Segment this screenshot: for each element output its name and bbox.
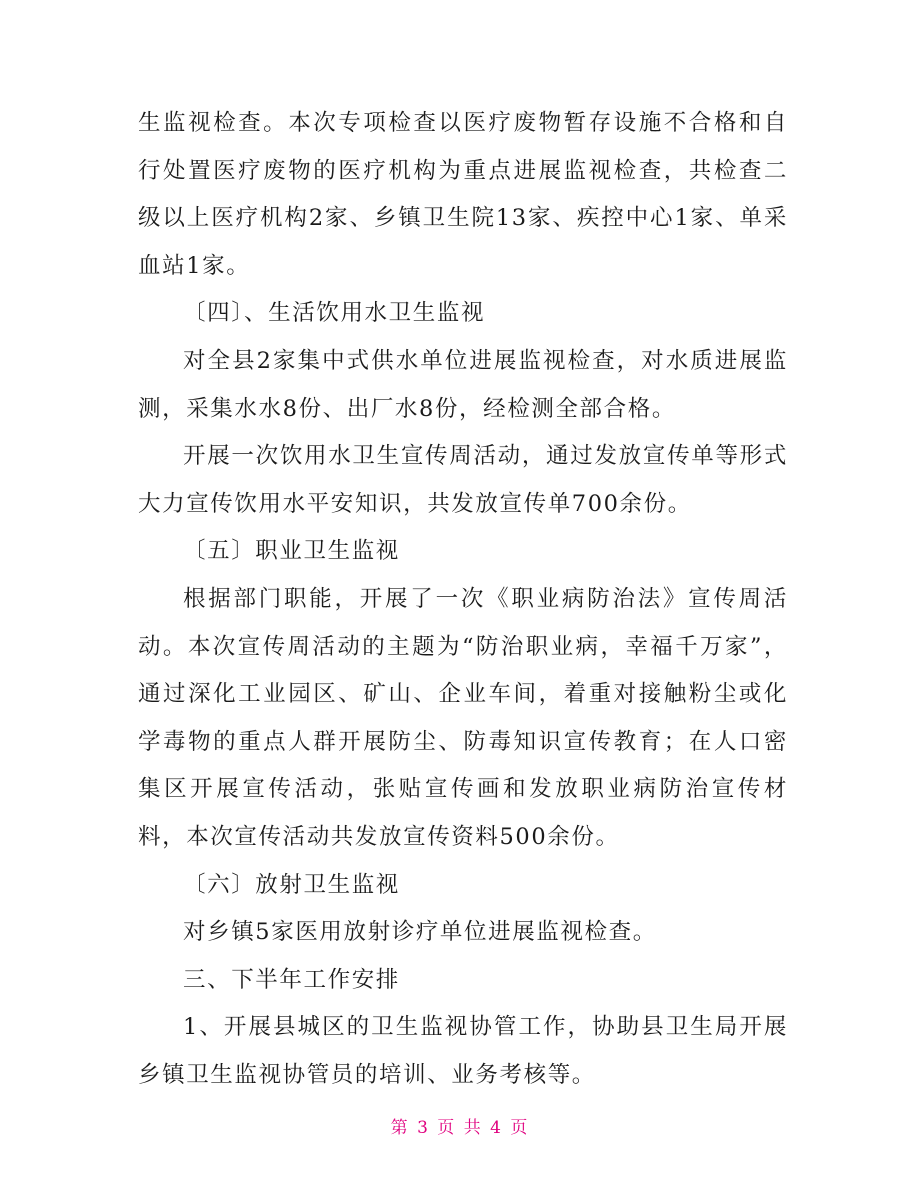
paragraph-radiation-inspection: 对乡镇5家医用放射诊疗单位进展监视检查。 — [183, 919, 657, 946]
paragraph-occupational-publicity: 根据部门职能，开展了一次《职业病防治法》宣传周活动。本次宣传周活动的主题为“防治职业病，幸福千万家”，通过深化工业园区、矿山、企业车间，着重对接触粉尘或化学毒物的重点人群开展防尘、防毒知识宣传教育；在人口密集区开展宣传活动，张贴宣传画和发放职业病防治宣传材料，本次宣传活动共发放宣传资料500余份。 — [138, 585, 788, 850]
page-footer — [0, 1113, 920, 1138]
section-heading-work-plan: 三、下半年工作安排 — [183, 966, 400, 993]
page-number: 第 3 页 共 4 页 — [390, 1118, 530, 1138]
paragraph-water-supply-inspection: 对全县2家集中式供水单位进展监视检查，对水质进展监测，采集水水8份、出厂水8份，经检测全部合格。 — [138, 347, 788, 422]
section-heading-radiation-health: 〔六〕放射卫生监视 — [183, 871, 400, 898]
section-heading-occupational-health: 〔五〕职业卫生监视 — [183, 538, 400, 565]
paragraph-plan-item-1: 1、开展县城区的卫生监视协管工作，协助县卫生局开展乡镇卫生监视协管员的培训、业务考核等。 — [138, 1014, 788, 1088]
document-body — [138, 100, 788, 1099]
paragraph-water-publicity-week: 开展一次饮用水卫生宣传周活动，通过发放宣传单等形式大力宣传饮用水平安知识，共发放宣传单700余份。 — [138, 443, 788, 517]
paragraph-inspection-summary: 生监视检查。本次专项检查以医疗废物暂存设施不合格和自行处置医疗废物的医疗机构为重点进展监视检查，共检查二级以上医疗机构2家、乡镇卫生院13家、疾控中心1家、单采血站1家。 — [138, 110, 788, 279]
section-heading-drinking-water: 〔四〕、生活饮用水卫生监视 — [183, 300, 486, 327]
